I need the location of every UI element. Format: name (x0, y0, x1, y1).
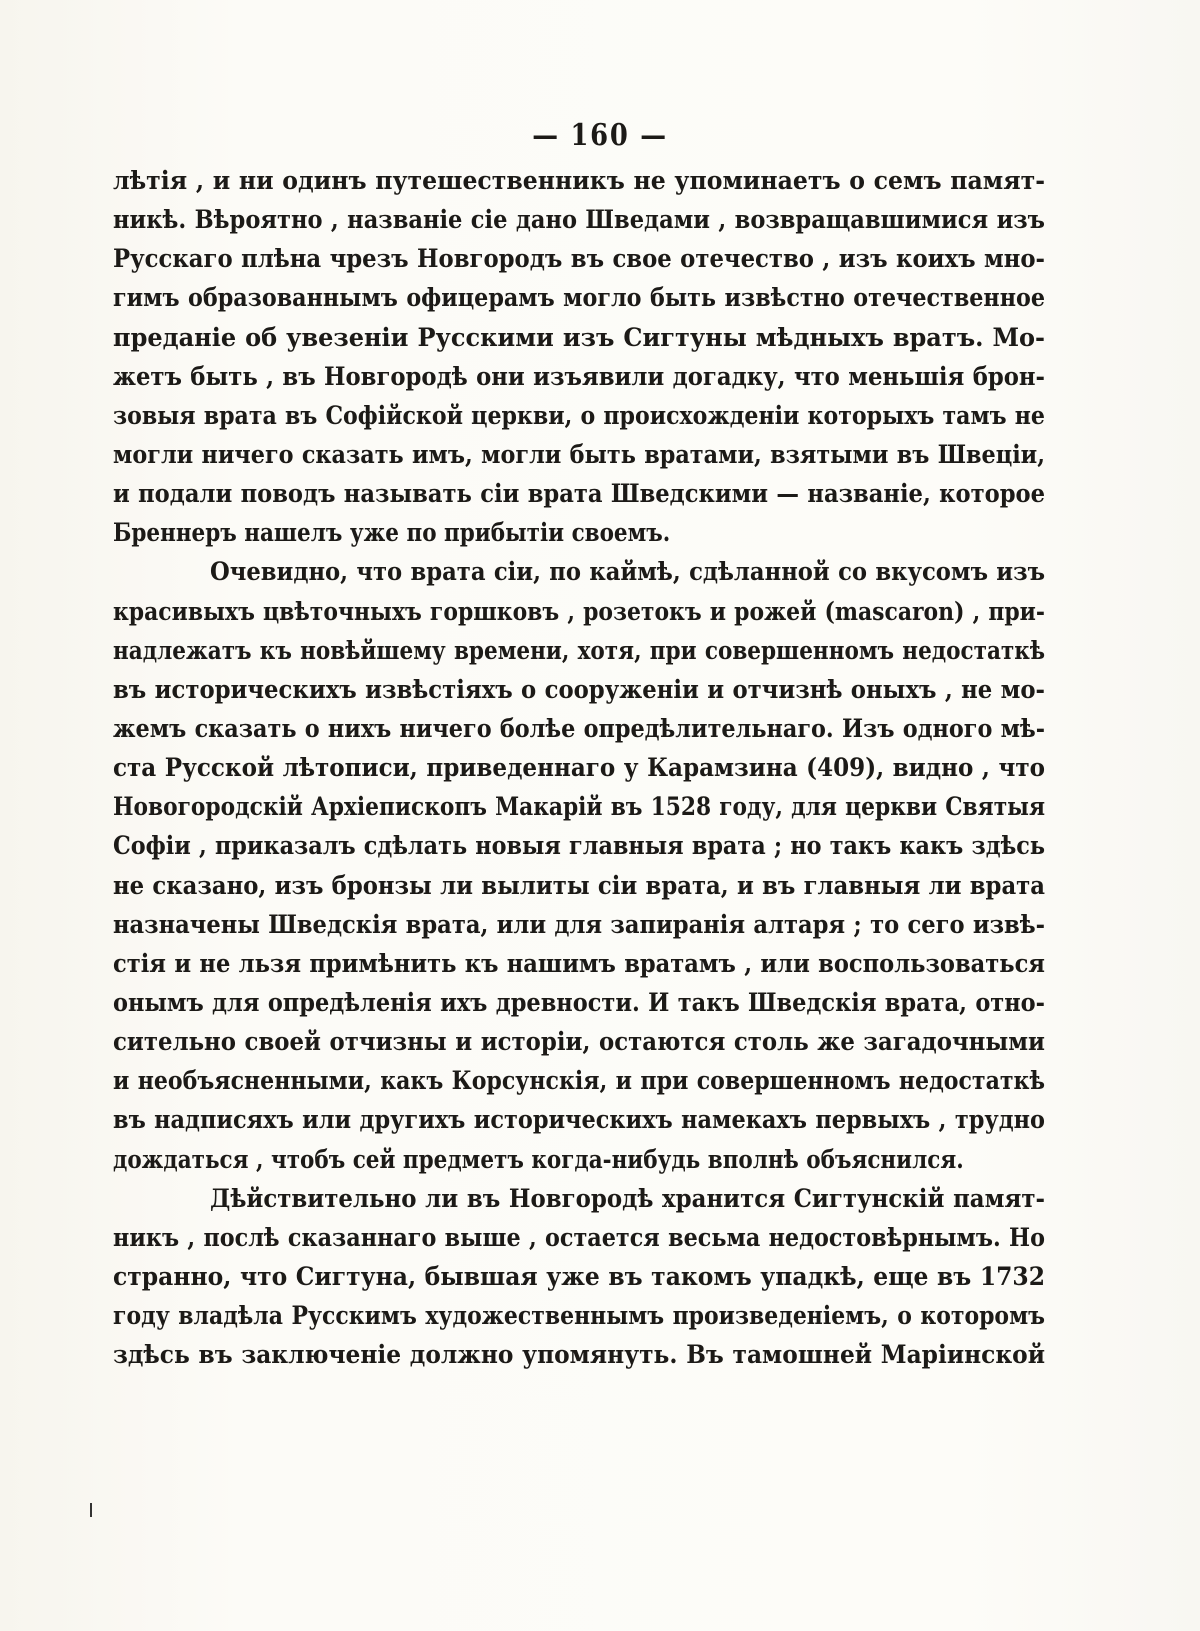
text-line: не сказано, изъ бронзы ли вылиты сіи врата, и въ главныя ли врата (113, 870, 1045, 900)
text-line: лѣтія , и ни одинъ путешественникъ не упоминаетъ о семъ памят- (113, 166, 1045, 195)
margin-mark (90, 1503, 92, 1517)
text-line: красивыхъ цвѣточныхъ горшковъ , розетокъ и рожей (mascaron) , при- (113, 596, 1045, 626)
text-line: Дѣйствительно ли въ Новгородѣ хранится Сигтунскій памят- (209, 1183, 1045, 1213)
text-line: году владѣла Русскимъ художественнымъ произведеніемъ, о которомъ (113, 1301, 1045, 1331)
text-line: стія и не льзя примѣнить къ нашимъ вратамъ , или воспользоваться (113, 948, 1045, 978)
text-line: Софіи , приказалъ сдѣлать новыя главныя врата ; но такъ какъ здѣсь (113, 831, 1045, 861)
body-text (113, 161, 1045, 1374)
text-line: въ надписяхъ или другихъ историческихъ намекахъ первыхъ , трудно (113, 1105, 1045, 1135)
text-line: Новогородскій Архіепископъ Макарій въ 1528 году, для церкви Святыя (113, 792, 1045, 822)
text-line: могли ничего сказать имъ, могли быть вратами, взятыми въ Швеціи, (113, 439, 1045, 469)
text-line: сительно своей отчизны и исторіи, остаются столь же загадочными (113, 1027, 1045, 1057)
text-line: Бреннеръ нашелъ уже по прибытіи своемъ. (113, 518, 671, 548)
text-line: жетъ быть , въ Новгородѣ они изъявили догадку, что меньшія брон- (113, 361, 1045, 391)
text-line: въ историческихъ извѣстіяхъ о сооруженіи и отчизнѣ оныхъ , не мо- (113, 674, 1045, 704)
text-line: назначены Шведскія врата, или для запиранія алтаря ; то сего извѣ- (113, 909, 1045, 939)
text-line: здѣсь въ заключеніе должно упомянуть. Въ тамошней Маріинской (113, 1340, 1045, 1370)
text-line: надлежатъ къ новѣйшему времени, хотя, при совершенномъ недостаткѣ (113, 635, 1045, 665)
text-line: никѣ. Вѣроятно , названіе сіе дано Шведами , возвращавшимися изъ (113, 205, 1045, 235)
text-line: зовыя врата въ Софійской церкви, о происхожденіи которыхъ тамъ не (113, 400, 1045, 430)
text-line: и необъясненными, какъ Корсунскія, и при совершенномъ недостаткѣ (113, 1066, 1045, 1096)
text-line: и подали поводъ называть сіи врата Шведскими — названіе, которое (113, 479, 1045, 509)
text-line: гимъ образованнымъ офицерамъ могло быть извѣстно отечественное (113, 283, 1045, 313)
text-line: ста Русской лѣтописи, приведеннаго у Карамзина (409), видно , что (113, 753, 1045, 783)
text-line: преданіе об увезеніи Русскими изъ Сигтуны мѣдныхъ вратъ. Мо- (113, 322, 1045, 352)
text-line: Очевидно, что врата сіи, по каймѣ, сдѣланной со вкусомъ изъ (209, 557, 1045, 587)
text-line: никъ , послѣ сказаннаго выше , остается весьма недостовѣрнымъ. Но (113, 1222, 1045, 1252)
text-line: дождаться , чтобъ сей предметъ когда-нибудь вполнѣ объяснился. (113, 1144, 964, 1174)
text-line: Русскаго плѣна чрезъ Новгородъ въ свое отечество , изъ коихъ мно- (113, 244, 1045, 274)
text-line: онымъ для опредѣленія ихъ древности. И такъ Шведскія врата, отно- (113, 987, 1045, 1017)
text-line: жемъ сказать о нихъ ничего болѣе опредѣлительнаго. Изъ одного мѣ- (113, 713, 1045, 743)
text-line: странно, что Сигтуна, бывшая уже въ такомъ упадкѣ, еще въ 1732 (113, 1261, 1045, 1291)
page-number: — 160 — (532, 118, 668, 153)
